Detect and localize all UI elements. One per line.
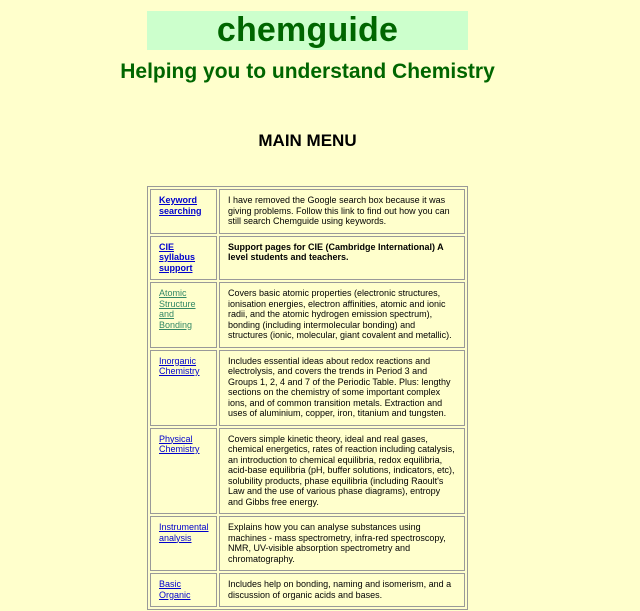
menu-row-physical	[150, 428, 465, 515]
menu-link-cell	[150, 236, 217, 281]
atomic-structure-link[interactable]: Atomic Structure and Bonding	[159, 288, 196, 330]
site-title[interactable]: chemguide	[216, 11, 399, 49]
menu-row-basic-organic	[150, 573, 465, 607]
site-tagline: Helping you to understand Chemistry	[120, 60, 495, 83]
atomic-structure-description: Covers basic atomic properties (electronic structures, ionisation energies, electron affinities, atomic and ionic radii, and the atomic hydrogen emission spectrum), bonding (including intermolecular bonding) and structures (ionic, molecular, giant covalent and metallic).	[219, 282, 465, 348]
main-menu-heading: MAIN MENU	[258, 131, 357, 150]
physical-chemistry-link[interactable]: Physical Chemistry	[159, 433, 200, 454]
menu-link-cell	[150, 189, 217, 234]
menu-row-atomic-structure	[150, 282, 465, 348]
keyword-searching-link[interactable]: Keyword searching	[159, 195, 202, 216]
menu-link-cell	[150, 573, 217, 607]
menu-link-cell	[150, 516, 217, 571]
menu-link-cell	[150, 282, 217, 348]
menu-row-cie-syllabus	[150, 236, 465, 281]
menu-link-cell	[150, 350, 217, 426]
physical-chemistry-description: Covers simple kinetic theory, ideal and real gases, chemical energetics, rates of reaction including catalysis, an introduction to chemical equilibria, redox equilibria, acid-base equilibria (pH, buffer solutions, indicators, etc), solubility products, phase equilibria (including Raoult's Law and the use of various phase diagrams), entropy and Gibbs free energy.	[219, 428, 465, 515]
basic-organic-description: Includes help on bonding, naming and isomerism, and a discussion of organic acids and bases.	[219, 573, 465, 607]
menu-row-instrumental	[150, 516, 465, 571]
inorganic-chemistry-link[interactable]: Inorganic Chemistry	[159, 355, 200, 376]
instrumental-analysis-description: Explains how you can analyse substances using machines - mass spectrometry, infra-red spectroscopy, NMR, UV-visible absorption spectrometry and chromatography.	[219, 516, 465, 571]
inorganic-chemistry-description: Includes essential ideas about redox reactions and electrolysis, and covers the trends in Period 3 and Groups 1, 2, 4 and 7 of the Periodic Table. Plus: lengthy sections on the chemistry of some important complex ions, and of common transition metals. Extraction and uses of aluminium, copper, iron, titanium and tungsten.	[219, 350, 465, 426]
menu-row-inorganic	[150, 350, 465, 426]
instrumental-analysis-link[interactable]: Instrumental analysis	[159, 522, 209, 543]
basic-organic-link[interactable]: Basic Organic	[159, 579, 191, 600]
menu-link-cell	[150, 428, 217, 515]
menu-row-keyword-searching	[150, 189, 465, 234]
cie-syllabus-support-link[interactable]: CIE syllabus support	[159, 241, 196, 273]
cie-syllabus-description: Support pages for CIE (Cambridge International) A level students and teachers.	[219, 236, 465, 281]
main-menu-table	[147, 186, 468, 610]
site-banner	[147, 11, 468, 50]
keyword-searching-description: I have removed the Google search box because it was giving problems. Follow this link to find out how you can still search Chemguide using keywords.	[219, 189, 465, 234]
